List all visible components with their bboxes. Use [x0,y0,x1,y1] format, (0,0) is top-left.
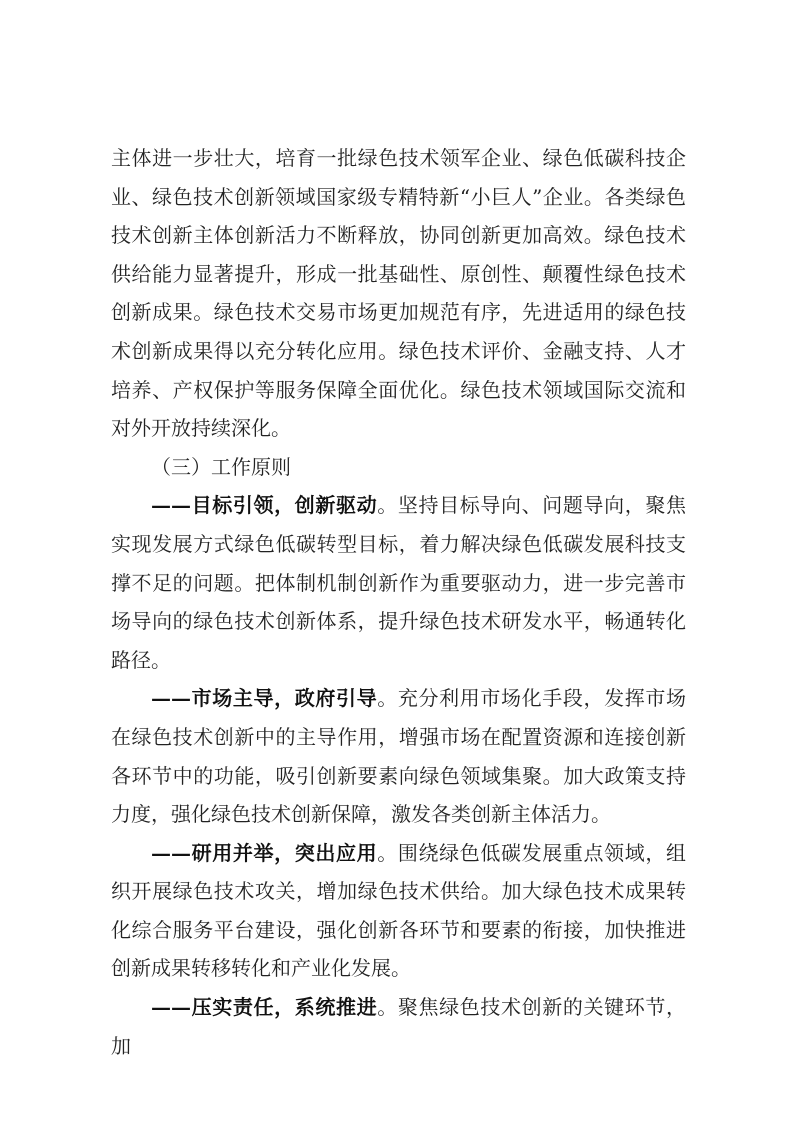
principle-paragraph [111,834,686,988]
principle-text: 。聚焦绿色技术创新的关键环节，加 [111,995,686,1058]
paragraph-goals: 主体进一步壮大，培育一批绿色技术领军企业、绿色低碳科技企业、绿色技术创新领域国家级专精特新“小巨人”企业。各类绿色技术创新主体创新活力不断释放，协同创新更加高效。绿色技术供给能力显著提升，形成一批基础性、原创性、颠覆性绿色技术创新成果。绿色技术交易市场更加规范有序，先进适用的绿色技术创新成果得以充分转化应用。绿色技术评价、金融支持、人才培养、产权保护等服务保障全面优化。绿色技术领域国际交流和对外开放持续深化。 [111,146,686,441]
section-heading: （三）工作原则 [151,454,291,479]
principle-paragraph [111,988,686,1065]
principle-paragraph [111,486,686,679]
document-body [111,139,686,1065]
principle-title: ——压实责任，系统推进 [151,995,378,1020]
principle-title: ——研用并举，突出应用 [151,840,378,865]
principle-title: ——市场主导，政府引导 [151,686,378,711]
principle-text: 。坚持目标导向、问题导向，聚焦实现发展方式绿色低碳转型目标，着力解决绿色低碳发展科技支撑不足的问题。把体制机制创新作为重要驱动力，进一步完善市场导向的绿色技术创新体系，提升绿色技术研发水平，畅通转化路径。 [111,493,686,672]
principle-text: 。充分利用市场化手段，发挥市场在绿色技术创新中的主导作用，增强市场在配置资源和连接创新各环节中的功能，吸引创新要素向绿色领域集聚。加大政策支持力度，强化绿色技术创新保障，激发各类创新主体活力。 [111,686,686,827]
principle-title: ——目标引领，创新驱动 [151,493,378,518]
principle-text: 。围绕绿色低碳发展重点领域，组织开展绿色技术攻关，增加绿色技术供给。加大绿色技术成果转化综合服务平台建设，强化创新各环节和要素的衔接，加快推进创新成果转移转化和产业化发展。 [111,840,686,981]
principle-paragraph [111,679,686,833]
